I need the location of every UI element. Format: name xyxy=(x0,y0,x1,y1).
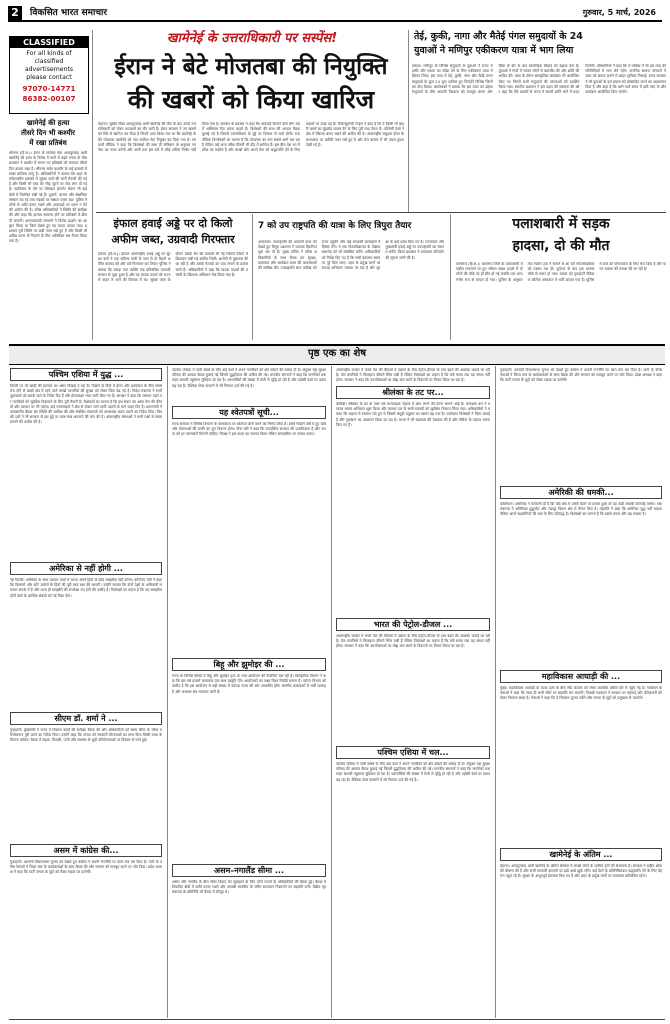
page-number: 2 xyxy=(8,6,22,20)
right-headline-2: युवाओं ने मणिपुर एकीकरण यात्रा में भाग लिया xyxy=(414,45,574,56)
cont-title-6: बिहू और झुमोइर की ... xyxy=(172,658,326,671)
palashbari-headline-2: हादसा, दो की मौत xyxy=(512,238,610,254)
cont-body-1: दिल्ली पर भी खाड़ी की हलचल का असर दिखाई दे रहा है। पिछले दो दिनों में ईरान और इजरायल के बीच संघर्ष तेज होने से खाड़ी क्षेत्र में रहने वाले लाखों भारतीयों की सुरक्षा को लेकर चिंता बढ़ गई है। विदेश मंत्रालय ने सभी दूतावासों को सतर्क रहने के निर्देश दिए हैं और हेल्पलाइन नंबर जारी किए गए हैं। सरकार ने कहा कि जरूरत पड़ने पर नागरिकों को सुरक्षित निकालने के लिए पूरी तैयारी है। विशेषज्ञों का मानना है कि इस संकट का असर तेल की कीमतों और व्यापार पर भी पड़ेगा। कई एयरलाइनों ने क्षेत्र से होकर जाने वाली उड़ानों के मार्ग बदल दिए हैं। प्रधानमंत्री ने उच्चस्तरीय बैठक कर स्थिति की समीक्षा की और संबंधित मंत्रालयों को आवश्यक कदम उठाने का निर्देश दिया। विपक्षी दलों ने भी सरकार से इस मुद्दे पर स्पष्ट रुख अपनाने की मांग की है। अंतरराष्ट्रीय संस्थाओं ने सभी पक्षों से संयम बरतने की अपील की है। xyxy=(10,384,162,425)
cont-title-1: पश्चिम एशिया में युद्ध ... xyxy=(10,368,162,381)
masthead-bar xyxy=(8,6,662,22)
classified-line3: advertisements xyxy=(24,66,74,73)
cont-title-10: पश्चिम एशिया में चल... xyxy=(336,746,490,759)
page-bottom-rule xyxy=(9,1019,665,1020)
cont-title-3: सीएम डॉ. शर्मा ने ... xyxy=(10,712,162,725)
column-rule-center xyxy=(408,30,409,212)
paper-name: विकसित भारत समाचार xyxy=(30,8,108,18)
cont-body-9: अंतरराष्ट्रीय बाजार में कच्चे तेल की कीमतों में उछाल के बीच पेट्रोल-डीजल के दाम बढ़ने की आशंका जताई जा रही है। तेल कंपनियों ने फिलहाल कीमतें स्थिर रखी हैं लेकिन विशेषज्ञों का कहना है कि लंबे समय तक यह संभव नहीं होगा। सरकार ने कहा कि उपभोक्ताओं पर बोझ कम करने के विकल्पों पर विचार किया जा रहा है। xyxy=(336,634,490,649)
imphal-story-body: इंफाल (हि.स.)। इंफाल अंतरराष्ट्रीय हवाई अड्डे पर सुरक्षा बलों ने एक संदिग्ध यात्री के पास से दो किलो अफीम बरामद की और उसे गिरफ्तार कर लिया। पुलिस ने बताया कि पकड़ा गया व्यक्ति एक प्रतिबंधित उग्रवादी संगठन से जुड़ा हुआ है और वह मादक पदार्थ को राज्य से बाहर ले जाने की फिराक में था। सुरक्षा जांच के दौरान उसके बैग की तलाशी ली गई जिसमें पैकेटों में छिपाकर रखी गई अफीम मिली। आरोपी से पूछताछ की जा रही है और उसके नेटवर्क का पता लगाने के प्रयास जारी हैं। अधिकारियों ने कहा कि मादक पदार्थों की तस्करी के खिलाफ अभियान तेज किया गया है। xyxy=(98,252,248,283)
cont-title-5: यह श्वेतपत्रों सूची... xyxy=(172,406,326,419)
continuation-column-4 xyxy=(500,368,662,1018)
classified-box xyxy=(9,36,89,114)
cont-title-11: अमेरिकी की धमकी... xyxy=(500,486,662,499)
cont-body-13: तेहरान। आयतुल्लाह अली खामेनेई के अंतिम संस्कार में लाखों लोगों के शामिल होने की संभावना है। सरकार ने राष्ट्रीय शोक की घोषणा की है और सभी सरकारी इमारतों पर झंडे आधे झुके रहेंगे। कई देशों के प्रतिनिधिमंडल श्रद्धांजलि देने के लिए तेहरान पहुंच रहे हैं। सुरक्षा के अभूतपूर्व इंतजाम किए गए हैं और शहर के प्रमुख मार्गों पर यातायात प्रतिबंधित रहेगा। xyxy=(500,864,662,879)
tripura-story-body: अगरतला। उपराष्ट्रपति की आगामी यात्रा को देखते हुए त्रिपुरा प्रशासन ने व्यापक तैयारियां शुरू कर दी हैं। मुख्य सचिव ने वरिष्ठ अधिकारियों के साथ बैठक कर सुरक्षा, यातायात और कार्यक्रम स्थल की व्यवस्थाओं की समीक्षा की। उपराष्ट्रपति सात तारीख को राज्य पहुंचेंगे और कई सरकारी कार्यक्रमों में हिस्सा लेंगे। वे एक विश्वविद्यालय के दीक्षांत समारोह को भी संबोधित करेंगे। अधिकारियों को निर्देश दिए गए हैं कि सभी इंतजाम समय पर पूरे किए जाएं। शहर के प्रमुख मार्गों पर सफाई अभियान चलाया जा रहा है और सुरक्षा के कड़े प्रबंध किए गए हैं। राज्यपाल और मुख्यमंत्री हवाई अड्डे पर उपराष्ट्रपति का स्वागत करेंगे। जिला प्रशासन ने यातायात परिवर्तन की सूचना जारी की है। xyxy=(258,240,444,271)
column-rule-left xyxy=(92,30,93,340)
right-headline-1: तेई, कुकी, नागा और मैतेई पंगल समुदायों के 24 xyxy=(414,31,583,42)
lead-headline-1: ईरान ने बेटे मोजतबा की नियुक्ति xyxy=(114,53,388,80)
right-story-body: इंफाल। मणिपुर के विभिन्न समुदायों के युवाओं ने राज्य में शांति और एकता का संदेश देने के लिए एकीकरण यात्रा में हिस्सा लिया। इस यात्रा में तेई, कुकी, नागा और मैतेई पंगल समुदायों के कुल 24 युवा शामिल हुए जिन्होंने विभिन्न जिलों का दौरा किया। आयोजकों ने बताया कि इस यात्रा का उद्देश्य समुदायों के बीच आपसी विश्वास को मजबूत करना और हिंसा के दौर के बाद सामाजिक सौहार्द को बढ़ावा देना है। युवाओं ने गांवों में जाकर लोगों से बातचीत की और शांति की अपील की। यात्रा के दौरान सांस्कृतिक कार्यक्रम भी आयोजित किए गए जिनमें सभी समुदायों की परंपराओं को प्रदर्शित किया गया। स्थानीय प्रशासन ने इस पहल की सराहना की और कहा कि ऐसे प्रयासों से राज्य में स्थायी शांति लाने में मदद मिलेगी। प्रतिभागियों ने कहा कि वे भविष्य में भी इस तरह की गतिविधियों में भाग लेते रहेंगे। नागरिक समाज संगठनों ने यात्रा को सफल बनाने में अहम भूमिका निभाई। राज्य सरकार ने भी युवाओं के इस प्रयास को प्रोत्साहित करने का आश्वासन दिया है और कहा है कि आने वाले समय में इसी तरह के और कार्यक्रम आयोजित किए जाएंगे। xyxy=(412,64,666,95)
cont-title-8: श्रीलंका के तट पर... xyxy=(336,386,490,399)
cont-body-4b: गुवाहाटी। आगामी विधानसभा चुनाव को देखते हुए कांग्रेस ने अपनी रणनीति पर काम तेज कर दिया है। पार्टी के वरिष्ठ नेताओं ने जिला स्तर के कार्यकर्ताओं के साथ बैठक की और संगठन को मजबूत करने पर जोर दिया। प्रदेश अध्यक्ष ने कहा कि पार्टी जनता के मुद्दों को लेकर सड़क पर उतरेगी। xyxy=(500,368,662,383)
column-rule-6 xyxy=(495,366,496,1018)
section-banner-title: पृष्ठ एक का शेष xyxy=(307,348,367,359)
palashbari-story-body: कामरूप (हि.स.)। कामरूप जिले के पलाशबारी में राष्ट्रीय राजमार्ग पर हुए भीषण सड़क हादसे में दो लोगों की मौके पर ही मौत हो गई जबकि एक अन्य गंभीर रूप से घायल हो गया। पुलिस के अनुसार तेज रफ्तार ट्रक ने सामने से आ रही मोटरसाइकिल को टक्कर मार दी। दुर्घटना के बाद ट्रक चालक मौके से फरार हो गया। घायल को गुवाहाटी मेडिकल कॉलेज अस्पताल में भर्ती कराया गया है। पुलिस ने शवों को पोस्टमार्टम के लिए भेज दिया है और फरार चालक की तलाश की जा रही है। xyxy=(456,262,666,282)
side-story-headline-1: खामेनेई की हत्या xyxy=(26,119,70,127)
section-banner xyxy=(9,344,665,365)
lead-headline-2: की खबरों को किया खारिज xyxy=(127,85,375,114)
rule-under-lead xyxy=(96,212,666,213)
palashbari-headline-1: पलाशबारी में सड़क xyxy=(512,216,610,232)
cont-body-11: वाशिंगटन। अमेरिका ने चेतावनी दी है कि यदि क्षेत्र में उसके हितों पर हमला हुआ तो वह कड़ी जवाबी कार्रवाई करेगा। रक्षा मंत्रालय ने अतिरिक्त युद्धपोत और लड़ाकू विमान क्षेत्र में तैनात किए हैं। राष्ट्रपति ने कहा कि अमेरिका युद्ध नहीं चाहता लेकिन अपने सहयोगियों की रक्षा के लिए प्रतिबद्ध है। विशेषज्ञों का मानना है कि इससे तनाव और बढ़ सकता है। xyxy=(500,502,662,517)
cont-body-1b: पश्चिम एशिया में जारी संघर्ष के बीच कई देशों ने अपने नागरिकों को क्षेत्र छोड़ने की सलाह दी है। संयुक्त राष्ट्र सुरक्षा परिषद की आपात बैठक बुलाई गई जिसमें युद्धविराम की अपील की गई। मानवीय संगठनों ने कहा कि नागरिकों तक राहत सामग्री पहुंचाना मुश्किल हो रहा है। शरणार्थियों की संख्या में तेजी से वृद्धि हो रही है और पड़ोसी देशों पर दबाव बढ़ रहा है। वैश्विक शेयर बाजारों में भी गिरावट दर्ज की गई है। xyxy=(172,368,326,388)
column-rule-5 xyxy=(331,366,332,1018)
cont-body-8: कोलंबो। श्रीलंका के तट के पास एक मालवाहक जहाज में आग लगने की घटना सामने आई है। तटरक्षक बल ने तत्काल बचाव अभियान शुरू किया और चालक दल के सभी सदस्यों को सुरक्षित निकाल लिया गया। अधिकारियों ने बताया कि जहाज में रसायन लदे हुए थे जिससे समुद्री प्रदूषण का खतरा बढ़ गया है। पर्यावरण विशेषज्ञों ने चिंता जताई है और नुकसान का आकलन किया जा रहा है। भारत ने भी सहायता की पेशकश की है और नौसेना के जहाज रवाना किए गए हैं। xyxy=(336,402,490,427)
cont-title-7: असम–नगालैंड सीमा ... xyxy=(172,864,326,877)
cont-body-7: असम और नगालैंड के बीच सीमा विवाद को सुलझाने के लिए दोनों राज्यों के अधिकारियों की बैठक हुई। बैठक में विवादित क्षेत्रों में शांति बनाए रखने और आपसी बातचीत के जरिए समाधान निकालने पर सहमति बनी। केंद्रीय गृह मंत्रालय के प्रतिनिधि भी बैठक में मौजूद थे। xyxy=(172,880,326,895)
cont-body-10: पश्चिम एशिया में जारी संघर्ष के बीच कई देशों ने अपने नागरिकों को क्षेत्र छोड़ने की सलाह दी है। संयुक्त राष्ट्र सुरक्षा परिषद की आपात बैठक बुलाई गई जिसमें युद्धविराम की अपील की गई। मानवीय संगठनों ने कहा कि नागरिकों तक राहत सामग्री पहुंचाना मुश्किल हो रहा है। शरणार्थियों की संख्या में तेजी से वृद्धि हो रही है और पड़ोसी देशों पर दबाव बढ़ रहा है। वैश्विक शेयर बाजारों में भी गिरावट दर्ज की गई है। xyxy=(336,762,490,782)
cont-body-4: गुवाहाटी। आगामी विधानसभा चुनाव को देखते हुए कांग्रेस ने अपनी रणनीति पर काम तेज कर दिया है। पार्टी के वरिष्ठ नेताओं ने जिला स्तर के कार्यकर्ताओं के साथ बैठक की और संगठन को मजबूत करने पर जोर दिया। प्रदेश अध्यक्ष ने कहा कि पार्टी जनता के मुद्दों को लेकर सड़क पर उतरेगी। xyxy=(10,860,162,875)
side-story xyxy=(9,118,87,340)
cont-body-5: राज्य सरकार ने विभिन्न विभागों के कामकाज पर श्वेतपत्र जारी करने का निर्णय लिया है। इसमें पिछले वर्षों में हुए खर्च और योजनाओं की प्रगति का पूरा विवरण होगा। वित्त मंत्री ने कहा कि पारदर्शिता सरकार की प्राथमिकता है और जनता को हर जानकारी मिलनी चाहिए। विपक्ष ने इस कदम का स्वागत किया लेकिन समयसीमा पर सवाल उठाए। xyxy=(172,422,326,437)
tripura-headline: 7 को उप राष्ट्रपति की यात्रा के लिए त्रिपुरा तैयार xyxy=(258,221,412,231)
side-story-body: श्रीनगर (हि.स.)। ईरान के सर्वोच्च नेता आयतुल्लाह अली खामेनेई की हत्या के विरोध में घाटी में बढ़ते तनाव के बीच प्रशासन ने कश्मीर में लगाए गए प्रतिबंधों को लगातार तीसरे दिन कायम रखा है। श्रीनगर समेत कश्मीर के कई इलाकों में सख्त प्रतिबंध लागू हैं। अधिकारियों ने बताया कि शहर के संवेदनशील इलाकों में सुरक्षा बलों की भारी तैनाती की गई है और किसी भी तरह की भीड़ जुटने पर रोक लगा दी गई है। एहतियात के तौर पर मोबाइल इंटरनेट सेवाएं भी कई क्षेत्रों में निलंबित रखी गई हैं। दुकानें, बाजार और शैक्षणिक संस्थान बंद रहे तथा सड़कों पर सन्नाटा पसरा रहा। पुलिस ने लोगों से शांति बनाए रखने और अफवाहों पर ध्यान न देने की अपील की है। वरिष्ठ अधिकारियों ने स्थिति की समीक्षा की और कहा कि हालात सामान्य होने पर प्रतिबंधों में ढील दी जाएगी। अलगाववादी संगठनों ने विरोध प्रदर्शन का आह्वान किया था जिसे देखते हुए यह कदम उठाया गया। प्रशासन पूरी स्थिति पर कड़ी नजर रखे हुए है और किसी भी अप्रिय घटना से निपटने के लिए अतिरिक्त बल तैनात किया गया है। xyxy=(9,151,87,244)
cont-body-12: मुंबई। महाविकास आघाड़ी के घटक दलों के बीच सीट बंटवारे को लेकर बातचीत अंतिम दौर में पहुंच गई है। गठबंधन के नेताओं ने कहा कि जल्द ही सभी सीटों पर सहमति बन जाएगी। विपक्षी गठबंधन ने सरकार पर महंगाई और बेरोजगारी को लेकर निशाना साधा है। नेताओं ने कहा कि वे मिलकर चुनाव लड़ेंगे और जनता के मुद्दों को प्रमुखता से उठाएंगे। xyxy=(500,686,662,701)
cont-body-3: गुवाहाटी। मुख्यमंत्री ने राज्य में विकास कार्यों की समीक्षा बैठक की और अधिकारियों को समय सीमा के भीतर परियोजनाएं पूरी करने का निर्देश दिया। उन्होंने कहा कि जनता को सरकारी योजनाओं का लाभ बिना किसी बाधा के मिलना चाहिए। बैठक में सड़क, बिजली, पानी और स्वास्थ्य से जुड़ी परियोजनाओं पर विस्तार से चर्चा हुई। xyxy=(10,728,162,743)
side-story-headline-2: तीसरे दिन भी कश्मीर xyxy=(20,129,76,137)
imphal-headline-1: इंफाल हवाई अड्डे पर दो किलो xyxy=(113,217,233,230)
column-rule-3 xyxy=(450,214,451,340)
classified-line2: classified xyxy=(34,58,64,65)
classified-phone1: 97070-14771 xyxy=(22,84,76,93)
lead-kicker: खामेनेई के उत्तराधिकारी पर सस्पेंस! xyxy=(166,31,338,46)
cont-body-1c: अंतरराष्ट्रीय बाजार में कच्चे तेल की कीमतों में उछाल के बीच पेट्रोल-डीजल के दाम बढ़ने की आशंका जताई जा रही है। तेल कंपनियों ने फिलहाल कीमतें स्थिर रखी हैं लेकिन विशेषज्ञों का कहना है कि लंबे समय तक यह संभव नहीं होगा। सरकार ने कहा कि उपभोक्ताओं पर बोझ कम करने के विकल्पों पर विचार किया जा रहा है। xyxy=(336,368,490,382)
classified-phone2: 86382-00107 xyxy=(22,94,76,103)
column-rule-4 xyxy=(167,366,168,1018)
classified-line4: please contact xyxy=(26,74,72,81)
continuation-column-3 xyxy=(336,368,490,1018)
cont-title-2: अमेरिका से नहीं होगी ... xyxy=(10,562,162,575)
cont-title-13: खामेनेई के अंतिम ... xyxy=(500,848,662,861)
classified-line1: For all kinds of xyxy=(26,50,72,57)
continuation-column-1 xyxy=(10,368,162,1018)
cont-title-4: असम में कांग्रेस की... xyxy=(10,844,162,857)
cont-title-9: भारत की पेट्रोल-डीजल ... xyxy=(336,618,490,631)
continuation-column-2 xyxy=(172,368,326,1018)
cont-body-6: राज्य के विभिन्न हिस्सों में बिहू और झुमोइर नृत्य के भव्य आयोजन की तैयारियां चल रही हैं। सांस्कृतिक विभाग ने कहा कि इस वर्ष हजारों कलाकार एक साथ प्रस्तुति देंगे। आयोजकों का लक्ष्य विश्व रिकॉर्ड बनाना है। पर्यटन विभाग को उम्मीद है कि इस आयोजन से बड़ी संख्या में पर्यटक राज्य की ओर आकर्षित होंगे। स्थानीय कलाकारों में भारी उत्साह है और अभ्यास सत्र लगातार जारी हैं। xyxy=(172,674,326,694)
lead-story-body: तेहरान। सुप्रीम लीडर आयतुल्लाह अली खामेनेई की मौत के बाद उनके उत्तराधिकारी को लेकर अटकलों का दौर जारी है। ईरान सरकार ने उन खबरों को सिरे से खारिज कर दिया है जिनमें दावा किया गया था कि खामेनेई के बेटे मोजतबा खामेनेई को नया सर्वोच्च नेता नियुक्त कर दिया गया है। सरकारी मीडिया ने कहा कि विशेषज्ञों की सभा ही संविधान के अनुसार नए नेता का चयन करेगी और अभी तक इस बारे में कोई अंतिम निर्णय नहीं लिया गया है। सरकार के प्रवक्ता ने कहा कि अफवाहें फैलाने वाले लोग देश में अस्थिरता पैदा करना चाहते हैं। विशेषज्ञों की सभा की आपात बैठक बुलाई गई है जिसमें उत्तराधिकार के मुद्दे पर विस्तार से चर्चा होगी। राजनीतिक विश्लेषकों का मानना है कि मोजतबा का नाम सबसे आगे चल रहा है लेकिन कई अन्य वरिष्ठ मौलवी भी दौड़ में शामिल हैं। इस बीच देश भर में शोक का माहौल है और लाखों लोग अपने नेता को श्रद्धांजलि देने के लिए सड़कों पर उमड़ पड़े हैं। रिवोल्यूशनरी गार्ड्स ने कहा है कि वे किसी भी बाहरी खतरे का मुंहतोड़ जवाब देने के लिए पूरी तरह तैयार हैं। पश्चिमी देशों ने क्षेत्र में स्थिरता बनाए रखने की अपील की है। अंतरराष्ट्रीय समुदाय ईरान के घटनाक्रम पर करीबी नजर रखे हुए है और तेल बाजार में भी उथल-पुथल देखी गई है। xyxy=(98,122,404,153)
imphal-headline-2: अफीम जब्त, उग्रवादी गिरफ्तार xyxy=(111,233,235,246)
side-story-headline-3: में रखा प्रतिबंध xyxy=(29,139,67,147)
cont-title-12: महाविकास आघाड़ी की ... xyxy=(500,670,662,683)
classified-title: CLASSIFIED xyxy=(10,37,88,48)
cont-body-2: नई दिल्ली। अमेरिका के साथ व्यापार वार्ता में भारत अपने हितों से कोई समझौता नहीं करेगा। वाणिज्य मंत्री ने कहा कि किसानों और छोटे उद्योगों के हितों की पूरी तरह रक्षा की जाएगी। उन्होंने बताया कि दोनों देशों के अधिकारी लगातार संपर्क में हैं और जल्द ही समझौते की रूपरेखा तय होने की उम्मीद है। विशेषज्ञों का कहना है कि यह समझौता दोनों देशों के आर्थिक संबंधों को नई दिशा देगा। xyxy=(10,578,162,598)
column-rule-2 xyxy=(252,214,253,340)
issue-date: गुरुवार, 5 मार्च, 2026 xyxy=(582,8,656,17)
